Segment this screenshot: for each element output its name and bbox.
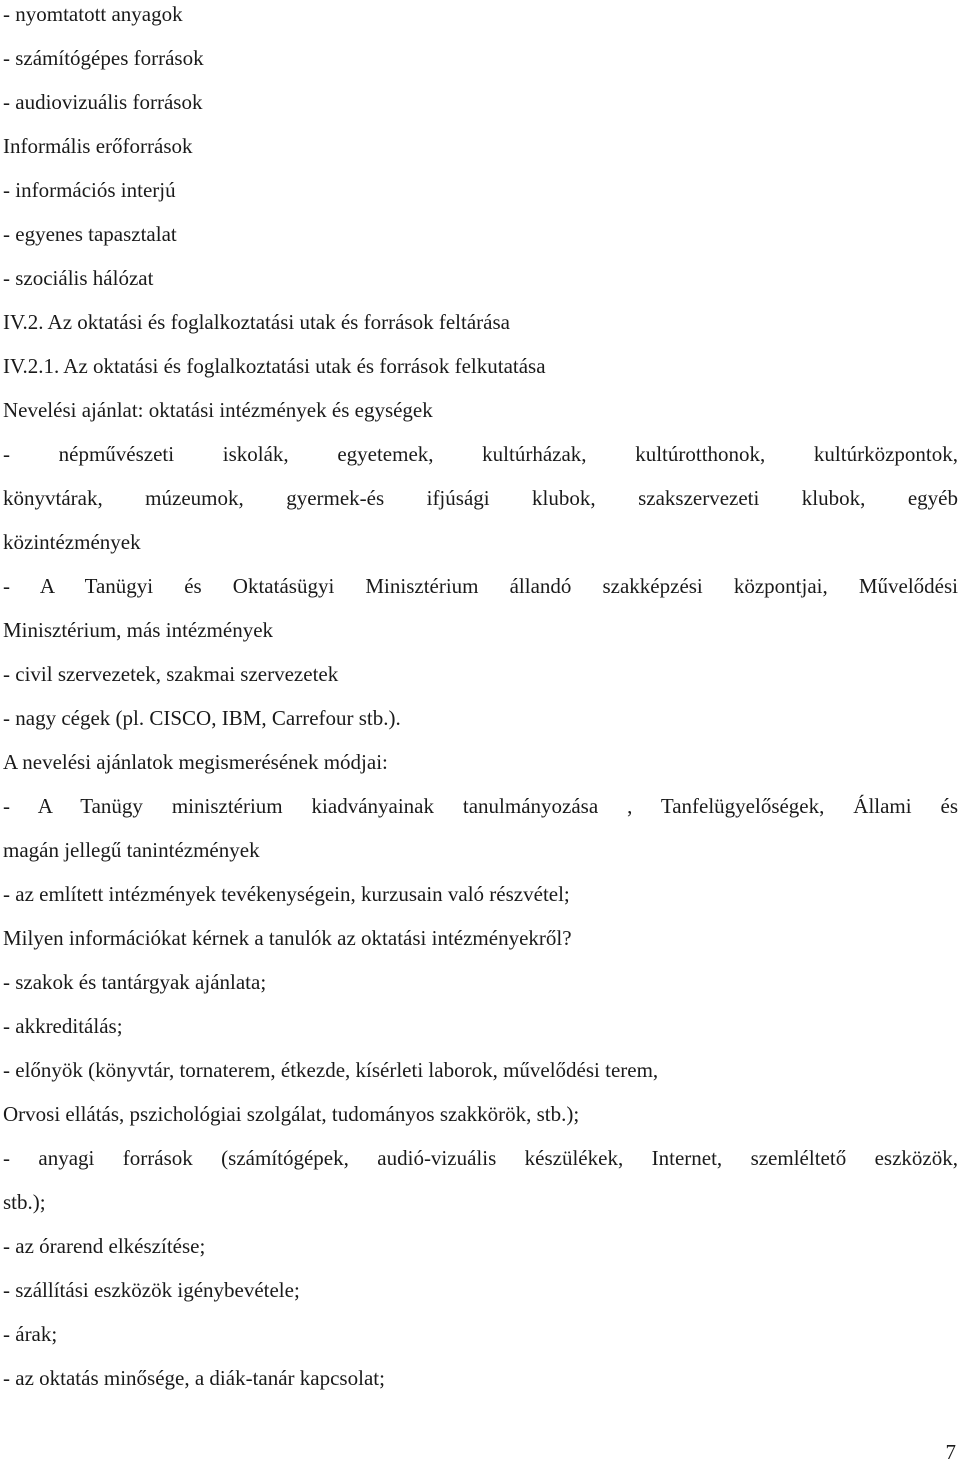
section-heading: IV.2. Az oktatási és foglalkoztatási utak és források feltárása xyxy=(3,310,510,334)
list-item: - szociális hálózat xyxy=(3,266,154,290)
list-item: - nyomtatott anyagok xyxy=(3,2,183,26)
page-number: 7 xyxy=(945,1440,956,1464)
paragraph-line: Nevelési ajánlat: oktatási intézmények és egységek xyxy=(3,398,433,422)
paragraph-line: - népművészeti iskolák, egyetemek, kultúrházak, kultúrotthonok, kultúrközpontok, xyxy=(3,442,958,466)
paragraph-line: közintézmények xyxy=(3,530,141,554)
list-item: - az oktatás minősége, a diák-tanár kapcsolat; xyxy=(3,1366,385,1390)
list-item: - szakok és tantárgyak ajánlata; xyxy=(3,970,267,994)
paragraph-line: könyvtárak, múzeumok, gyermek-és ifjúsági klubok, szakszervezeti klubok, egyéb xyxy=(3,486,958,510)
list-item: - számítógépes források xyxy=(3,46,204,70)
list-item: - egyenes tapasztalat xyxy=(3,222,177,246)
list-item: - anyagi források (számítógépek, audió-vizuális készülékek, Internet, szemléltető eszközök, xyxy=(3,1146,958,1170)
list-item: - előnyök (könyvtár, tornaterem, étkezde, kísérleti laborok, művelődési terem, xyxy=(3,1058,659,1082)
paragraph-line: stb.); xyxy=(3,1190,46,1214)
document-page xyxy=(3,0,958,1408)
paragraph-line: A nevelési ajánlatok megismerésének módjai: xyxy=(3,750,388,774)
section-label: Informális erőforrások xyxy=(3,134,193,158)
list-item: - szállítási eszközök igénybevétele; xyxy=(3,1278,300,1302)
paragraph-line: Orvosi ellátás, pszichológiai szolgálat, tudományos szakkörök, stb.); xyxy=(3,1102,580,1126)
list-item: - nagy cégek (pl. CISCO, IBM, Carrefour stb.). xyxy=(3,706,401,730)
list-item: - akkreditálás; xyxy=(3,1014,123,1038)
paragraph-line: Minisztérium, más intézmények xyxy=(3,618,274,642)
subsection-heading: IV.2.1. Az oktatási és foglalkoztatási utak és források felkutatása xyxy=(3,354,546,378)
list-item: - civil szervezetek, szakmai szervezetek xyxy=(3,662,339,686)
paragraph-line: - A Tanügy minisztérium kiadványainak tanulmányozása , Tanfelügyelőségek, Állami és xyxy=(3,794,958,818)
paragraph-line: Milyen információkat kérnek a tanulók az oktatási intézményekről? xyxy=(3,926,572,950)
paragraph-line: - A Tanügyi és Oktatásügyi Minisztérium állandó szakképzési központjai, Művelődési xyxy=(3,574,958,598)
list-item: - az órarend elkészítése; xyxy=(3,1234,206,1258)
list-item: - audiovizuális források xyxy=(3,90,203,114)
list-item: - árak; xyxy=(3,1322,58,1346)
paragraph-line: magán jellegű tanintézmények xyxy=(3,838,260,862)
list-item: - az említett intézmények tevékenységein, kurzusain való részvétel; xyxy=(3,882,570,906)
list-item: - információs interjú xyxy=(3,178,176,202)
